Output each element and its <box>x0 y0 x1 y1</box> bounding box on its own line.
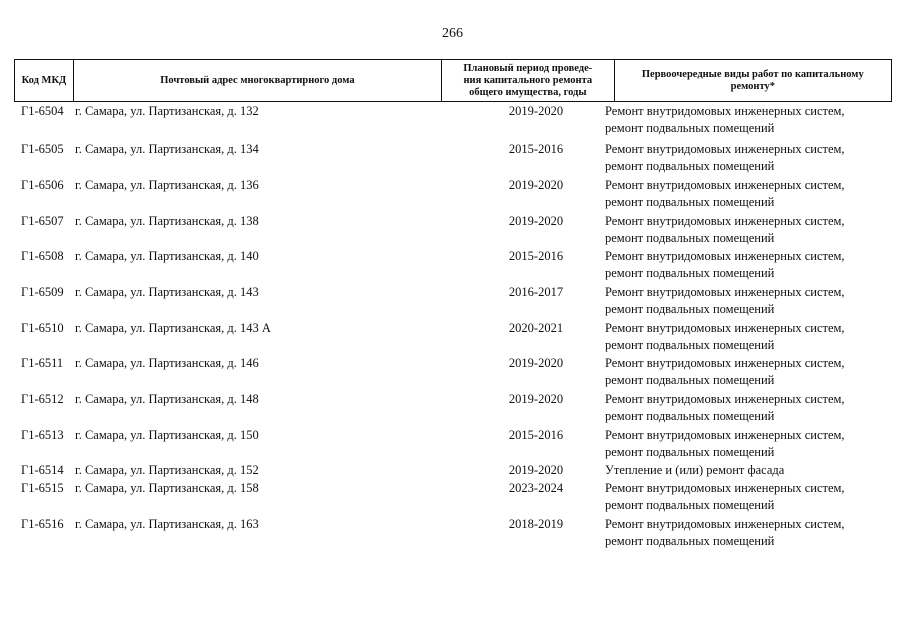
row-period: 2016-2017 <box>508 285 564 299</box>
row-address: г. Самара, ул. Партизанская, д. 163 <box>75 517 259 531</box>
row-works-line: Ремонт внутридомовых инженерных систем, <box>605 481 845 495</box>
row-works <box>605 213 895 247</box>
row-works-line: Ремонт внутридомовых инженерных систем, <box>605 178 845 192</box>
row-code: Г1-6510 <box>21 321 64 335</box>
row-works-line: ремонт подвальных помещений <box>605 373 775 387</box>
row-works-line: Ремонт внутридомовых инженерных систем, <box>605 428 845 442</box>
row-address: г. Самара, ул. Партизанская, д. 150 <box>75 428 259 442</box>
row-code: Г1-6513 <box>21 428 64 442</box>
row-code: Г1-6506 <box>21 178 64 192</box>
row-works-line: ремонт подвальных помещений <box>605 409 775 423</box>
row-address: г. Самара, ул. Партизанская, д. 136 <box>75 178 259 192</box>
row-works-line: ремонт подвальных помещений <box>605 338 775 352</box>
row-works <box>605 141 895 175</box>
row-works-line: ремонт подвальных помещений <box>605 498 775 512</box>
row-code: Г1-6507 <box>21 214 64 228</box>
row-address: г. Самара, ул. Партизанская, д. 143 <box>75 285 259 299</box>
row-address: г. Самара, ул. Партизанская, д. 146 <box>75 356 259 370</box>
row-period: 2019-2020 <box>508 356 564 370</box>
row-works-line: ремонт подвальных помещений <box>605 445 775 459</box>
row-period: 2019-2020 <box>508 104 564 118</box>
row-code: Г1-6516 <box>21 517 64 531</box>
row-code: Г1-6504 <box>21 104 64 118</box>
row-works <box>605 284 895 318</box>
row-works-line: ремонт подвальных помещений <box>605 534 775 548</box>
row-period: 2019-2020 <box>508 178 564 192</box>
row-code: Г1-6514 <box>21 463 64 477</box>
row-period: 2019-2020 <box>508 463 564 477</box>
row-code: Г1-6515 <box>21 481 64 495</box>
row-works <box>605 355 895 389</box>
row-period: 2019-2020 <box>508 214 564 228</box>
row-address: г. Самара, ул. Партизанская, д. 140 <box>75 249 259 263</box>
row-works <box>605 462 895 479</box>
row-period: 2020-2021 <box>508 321 564 335</box>
row-works-line: Ремонт внутридомовых инженерных систем, <box>605 356 845 370</box>
header-period-line: общего имущества, годы <box>469 86 587 98</box>
row-code: Г1-6509 <box>21 285 64 299</box>
row-period: 2018-2019 <box>508 517 564 531</box>
header-code: Код МКД <box>15 60 74 101</box>
row-period: 2015-2016 <box>508 428 564 442</box>
row-address: г. Самара, ул. Партизанская, д. 134 <box>75 142 259 156</box>
row-address: г. Самара, ул. Партизанская, д. 143 А <box>75 321 271 335</box>
row-works <box>605 320 895 354</box>
header-address: Почтовый адрес многоквартирного дома <box>74 60 442 101</box>
row-works <box>605 480 895 514</box>
row-address: г. Самара, ул. Партизанская, д. 158 <box>75 481 259 495</box>
row-address: г. Самара, ул. Партизанская, д. 148 <box>75 392 259 406</box>
row-works-line: ремонт подвальных помещений <box>605 195 775 209</box>
row-period: 2019-2020 <box>508 392 564 406</box>
row-works <box>605 248 895 282</box>
row-works-line: ремонт подвальных помещений <box>605 266 775 280</box>
row-period: 2015-2016 <box>508 142 564 156</box>
header-works-line: Первоочередные виды работ по капитальному <box>641 68 864 80</box>
row-address: г. Самара, ул. Партизанская, д. 132 <box>75 104 259 118</box>
row-code: Г1-6505 <box>21 142 64 156</box>
row-works-line: Ремонт внутридомовых инженерных систем, <box>605 214 845 228</box>
row-code: Г1-6508 <box>21 249 64 263</box>
row-works-line: ремонт подвальных помещений <box>605 302 775 316</box>
header-period-line: ния капитального ремонта <box>463 74 593 86</box>
row-works-line: ремонт подвальных помещений <box>605 231 775 245</box>
row-works-line: Ремонт внутридомовых инженерных систем, <box>605 321 845 335</box>
row-works-line: Утепление и (или) ремонт фасада <box>605 463 785 477</box>
row-works-line: ремонт подвальных помещений <box>605 121 775 135</box>
row-works <box>605 516 895 550</box>
row-works <box>605 427 895 461</box>
row-address: г. Самара, ул. Партизанская, д. 138 <box>75 214 259 228</box>
row-works-line: Ремонт внутридомовых инженерных систем, <box>605 392 845 406</box>
page-number: 266 <box>442 26 463 41</box>
row-works-line: Ремонт внутридомовых инженерных систем, <box>605 142 845 156</box>
row-works <box>605 177 895 211</box>
header-works <box>615 60 891 101</box>
row-address: г. Самара, ул. Партизанская, д. 152 <box>75 463 259 477</box>
row-works-line: Ремонт внутридомовых инженерных систем, <box>605 517 845 531</box>
header-works-line: ремонту* <box>730 80 775 92</box>
row-code: Г1-6512 <box>21 392 64 406</box>
row-period: 2023-2024 <box>508 481 564 495</box>
header-period <box>442 60 615 101</box>
row-works <box>605 391 895 425</box>
row-period: 2015-2016 <box>508 249 564 263</box>
row-works-line: Ремонт внутридомовых инженерных систем, <box>605 249 845 263</box>
table-header <box>14 59 892 102</box>
row-works-line: ремонт подвальных помещений <box>605 159 775 173</box>
row-code: Г1-6511 <box>21 356 64 370</box>
row-works-line: Ремонт внутридомовых инженерных систем, <box>605 104 845 118</box>
row-works-line: Ремонт внутридомовых инженерных систем, <box>605 285 845 299</box>
row-works <box>605 103 895 137</box>
header-period-line: Плановый период проведе- <box>463 62 593 74</box>
